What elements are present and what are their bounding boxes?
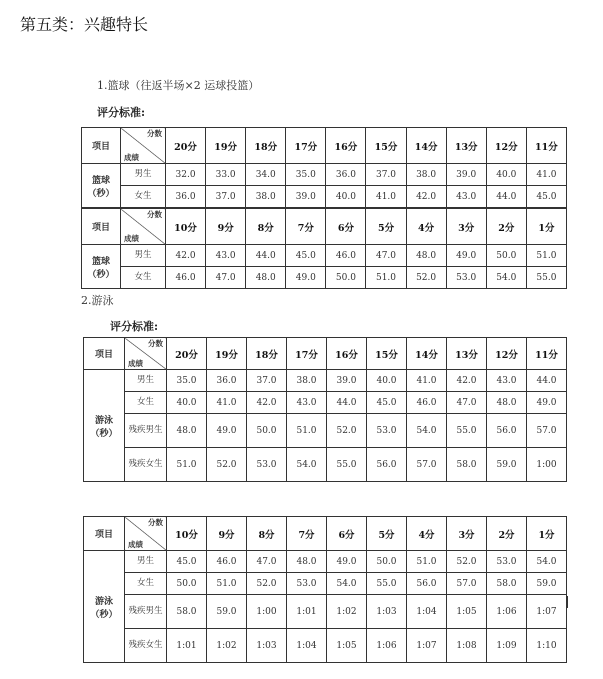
score-header: 9分 [207, 517, 247, 551]
table-cell: 54.0 [527, 551, 567, 573]
basketball-table-1 [81, 127, 567, 208]
table-cell: 47.0 [206, 267, 246, 289]
table-cell: 53.0 [487, 551, 527, 573]
table-cell: 38.0 [246, 186, 286, 208]
row-label-disabled-male: 残疾男生 [125, 414, 167, 448]
table-cell: 40.0 [367, 370, 407, 392]
table-cell: 46.0 [207, 551, 247, 573]
table-cell: 1:06 [487, 595, 527, 629]
table-cell: 1:07 [407, 629, 447, 663]
table-cell: 1:04 [407, 595, 447, 629]
table-cell: 53.0 [287, 573, 327, 595]
table-cell: 51.0 [366, 267, 406, 289]
score-header: 17分 [286, 128, 326, 164]
score-header: 17分 [287, 338, 327, 370]
table-cell: 52.0 [327, 414, 367, 448]
table-cell: 1:00 [247, 595, 287, 629]
score-header: 6分 [326, 209, 366, 245]
score-header: 13分 [446, 128, 486, 164]
table-cell: 55.0 [526, 267, 566, 289]
row-label-male: 男生 [125, 370, 167, 392]
table-cell: 40.0 [326, 186, 366, 208]
table-cell: 59.0 [527, 573, 567, 595]
score-header: 5分 [366, 209, 406, 245]
table-cell: 51.0 [526, 245, 566, 267]
table-cell: 1:05 [327, 629, 367, 663]
score-header: 19分 [207, 338, 247, 370]
table-cell: 53.0 [247, 448, 287, 482]
table-cell: 37.0 [247, 370, 287, 392]
table-cell: 1:04 [287, 629, 327, 663]
table-cell: 55.0 [367, 573, 407, 595]
score-header: 16分 [327, 338, 367, 370]
table-cell: 44.0 [527, 370, 567, 392]
table-cell: 54.0 [327, 573, 367, 595]
table-cell: 35.0 [167, 370, 207, 392]
table-cell: 44.0 [246, 245, 286, 267]
table-cell: 50.0 [247, 414, 287, 448]
row-label-male: 男生 [121, 164, 166, 186]
table-cell: 43.0 [287, 392, 327, 414]
swimming-table-1 [83, 337, 567, 482]
score-header: 19分 [206, 128, 246, 164]
category-basketball: 篮球（秒） [82, 164, 121, 208]
table-cell: 52.0 [447, 551, 487, 573]
header-project: 项目 [84, 517, 125, 551]
table-cell: 44.0 [327, 392, 367, 414]
score-header: 12分 [486, 128, 526, 164]
row-label-male: 男生 [125, 551, 167, 573]
table-cell: 42.0 [247, 392, 287, 414]
table-cell: 39.0 [327, 370, 367, 392]
row-label-female: 女生 [121, 267, 166, 289]
score-header: 11分 [526, 128, 566, 164]
table-cell: 45.0 [286, 245, 326, 267]
table-cell: 50.0 [167, 573, 207, 595]
table-cell: 50.0 [367, 551, 407, 573]
table-cell: 53.0 [367, 414, 407, 448]
score-header: 9分 [206, 209, 246, 245]
table-cell: 42.0 [406, 186, 446, 208]
score-header: 12分 [487, 338, 527, 370]
table-cell: 38.0 [287, 370, 327, 392]
header-diagonal: 分数 成绩 [125, 338, 167, 370]
table-cell: 46.0 [166, 267, 206, 289]
table-cell: 40.0 [486, 164, 526, 186]
table-cell: 48.0 [487, 392, 527, 414]
score-header: 2分 [486, 209, 526, 245]
score-header: 4分 [406, 209, 446, 245]
header-project: 项目 [82, 128, 121, 164]
score-header: 20分 [167, 338, 207, 370]
table-cell: 32.0 [166, 164, 206, 186]
table-cell: 43.0 [487, 370, 527, 392]
table-cell: 55.0 [447, 414, 487, 448]
table-cell: 36.0 [166, 186, 206, 208]
table-cell: 42.0 [447, 370, 487, 392]
table-cell: 49.0 [446, 245, 486, 267]
table-cell: 58.0 [167, 595, 207, 629]
table-cell: 45.0 [367, 392, 407, 414]
table-cell: 52.0 [406, 267, 446, 289]
table-cell: 56.0 [487, 414, 527, 448]
score-header: 18分 [247, 338, 287, 370]
row-label-female: 女生 [125, 392, 167, 414]
basketball-section-title: 1.篮球（往返半场×2 运球投篮） [97, 79, 260, 92]
score-header: 13分 [447, 338, 487, 370]
table-cell: 49.0 [207, 414, 247, 448]
table-cell: 47.0 [366, 245, 406, 267]
row-label-male: 男生 [121, 245, 166, 267]
table-cell: 59.0 [207, 595, 247, 629]
table-cell: 41.0 [526, 164, 566, 186]
table-cell: 1:08 [447, 629, 487, 663]
table-cell: 38.0 [406, 164, 446, 186]
score-header: 5分 [367, 517, 407, 551]
score-header: 8分 [247, 517, 287, 551]
table-cell: 44.0 [486, 186, 526, 208]
score-header: 8分 [246, 209, 286, 245]
table-cell: 54.0 [407, 414, 447, 448]
header-diagonal: 分数 成绩 [121, 128, 166, 164]
table-cell: 1:06 [367, 629, 407, 663]
header-diagonal: 分数 成绩 [121, 209, 166, 245]
table-cell: 50.0 [326, 267, 366, 289]
table-cell: 1:01 [287, 595, 327, 629]
swimming-section-title: 2.游泳 [81, 294, 114, 307]
table-cell: 52.0 [247, 573, 287, 595]
table-cell: 1:05 [447, 595, 487, 629]
row-label-disabled-female: 残疾女生 [125, 629, 167, 663]
score-header: 14分 [406, 128, 446, 164]
table-cell: 59.0 [487, 448, 527, 482]
score-header: 3分 [447, 517, 487, 551]
table-cell: 52.0 [207, 448, 247, 482]
score-header: 14分 [407, 338, 447, 370]
table-cell: 51.0 [287, 414, 327, 448]
score-header: 15分 [366, 128, 406, 164]
table-cell: 39.0 [446, 164, 486, 186]
table-cell: 48.0 [287, 551, 327, 573]
table-cell: 35.0 [286, 164, 326, 186]
score-header: 3分 [446, 209, 486, 245]
swimming-criteria-label: 评分标准: [110, 320, 159, 333]
score-header: 10分 [166, 209, 206, 245]
table-cell: 57.0 [407, 448, 447, 482]
table-cell: 1:01 [167, 629, 207, 663]
table-cell: 48.0 [246, 267, 286, 289]
table-cell: 47.0 [247, 551, 287, 573]
table-cell: 37.0 [366, 164, 406, 186]
table-cell: 1:07 [527, 595, 567, 629]
table-cell: 51.0 [407, 551, 447, 573]
table-cell: 39.0 [286, 186, 326, 208]
score-header: 18分 [246, 128, 286, 164]
table-cell: 48.0 [406, 245, 446, 267]
table-cell: 45.0 [167, 551, 207, 573]
table-cell: 47.0 [447, 392, 487, 414]
score-header: 16分 [326, 128, 366, 164]
table-cell: 41.0 [207, 392, 247, 414]
table-cell: 54.0 [287, 448, 327, 482]
table-cell: 51.0 [167, 448, 207, 482]
table-cell: 54.0 [486, 267, 526, 289]
table-cell: 49.0 [286, 267, 326, 289]
row-label-female: 女生 [121, 186, 166, 208]
score-header: 20分 [166, 128, 206, 164]
table-cell: 57.0 [447, 573, 487, 595]
row-label-female: 女生 [125, 573, 167, 595]
table-cell: 40.0 [167, 392, 207, 414]
table-cell: 43.0 [446, 186, 486, 208]
score-header: 1分 [526, 209, 566, 245]
table-cell: 1:02 [327, 595, 367, 629]
table-cell: 36.0 [326, 164, 366, 186]
table-cell: 49.0 [527, 392, 567, 414]
table-cell: 58.0 [447, 448, 487, 482]
score-header: 6分 [327, 517, 367, 551]
table-cell: 34.0 [246, 164, 286, 186]
table-cell: 1:10 [527, 629, 567, 663]
basketball-table-2 [81, 208, 567, 289]
score-header: 1分 [527, 517, 567, 551]
table-cell: 43.0 [206, 245, 246, 267]
score-header: 7分 [287, 517, 327, 551]
table-cell: 57.0 [527, 414, 567, 448]
margin-mark [567, 596, 568, 608]
table-cell: 1:09 [487, 629, 527, 663]
table-cell: 48.0 [167, 414, 207, 448]
score-header: 10分 [167, 517, 207, 551]
category-swimming: 游泳（秒） [84, 551, 125, 663]
table-cell: 53.0 [446, 267, 486, 289]
category-basketball: 篮球（秒） [82, 245, 121, 289]
table-cell: 36.0 [207, 370, 247, 392]
page-title: 第五类：兴趣特长 [20, 15, 149, 34]
table-cell: 46.0 [407, 392, 447, 414]
table-cell: 58.0 [487, 573, 527, 595]
score-header: 15分 [367, 338, 407, 370]
table-cell: 46.0 [326, 245, 366, 267]
table-cell: 33.0 [206, 164, 246, 186]
table-cell: 37.0 [206, 186, 246, 208]
table-cell: 49.0 [327, 551, 367, 573]
table-cell: 42.0 [166, 245, 206, 267]
table-cell: 41.0 [407, 370, 447, 392]
table-cell: 1:00 [527, 448, 567, 482]
basketball-criteria-label: 评分标准: [97, 106, 146, 119]
table-cell: 1:03 [367, 595, 407, 629]
table-cell: 56.0 [407, 573, 447, 595]
header-diagonal: 分数 成绩 [125, 517, 167, 551]
table-cell: 1:02 [207, 629, 247, 663]
score-header: 7分 [286, 209, 326, 245]
table-cell: 1:03 [247, 629, 287, 663]
table-cell: 50.0 [486, 245, 526, 267]
swimming-table-2 [83, 516, 567, 663]
score-header: 4分 [407, 517, 447, 551]
score-header: 2分 [487, 517, 527, 551]
score-header: 11分 [527, 338, 567, 370]
table-cell: 55.0 [327, 448, 367, 482]
header-project: 项目 [84, 338, 125, 370]
category-swimming: 游泳（秒） [84, 370, 125, 482]
table-cell: 45.0 [526, 186, 566, 208]
table-cell: 41.0 [366, 186, 406, 208]
row-label-disabled-male: 残疾男生 [125, 595, 167, 629]
row-label-disabled-female: 残疾女生 [125, 448, 167, 482]
table-cell: 56.0 [367, 448, 407, 482]
header-project: 项目 [82, 209, 121, 245]
table-cell: 51.0 [207, 573, 247, 595]
